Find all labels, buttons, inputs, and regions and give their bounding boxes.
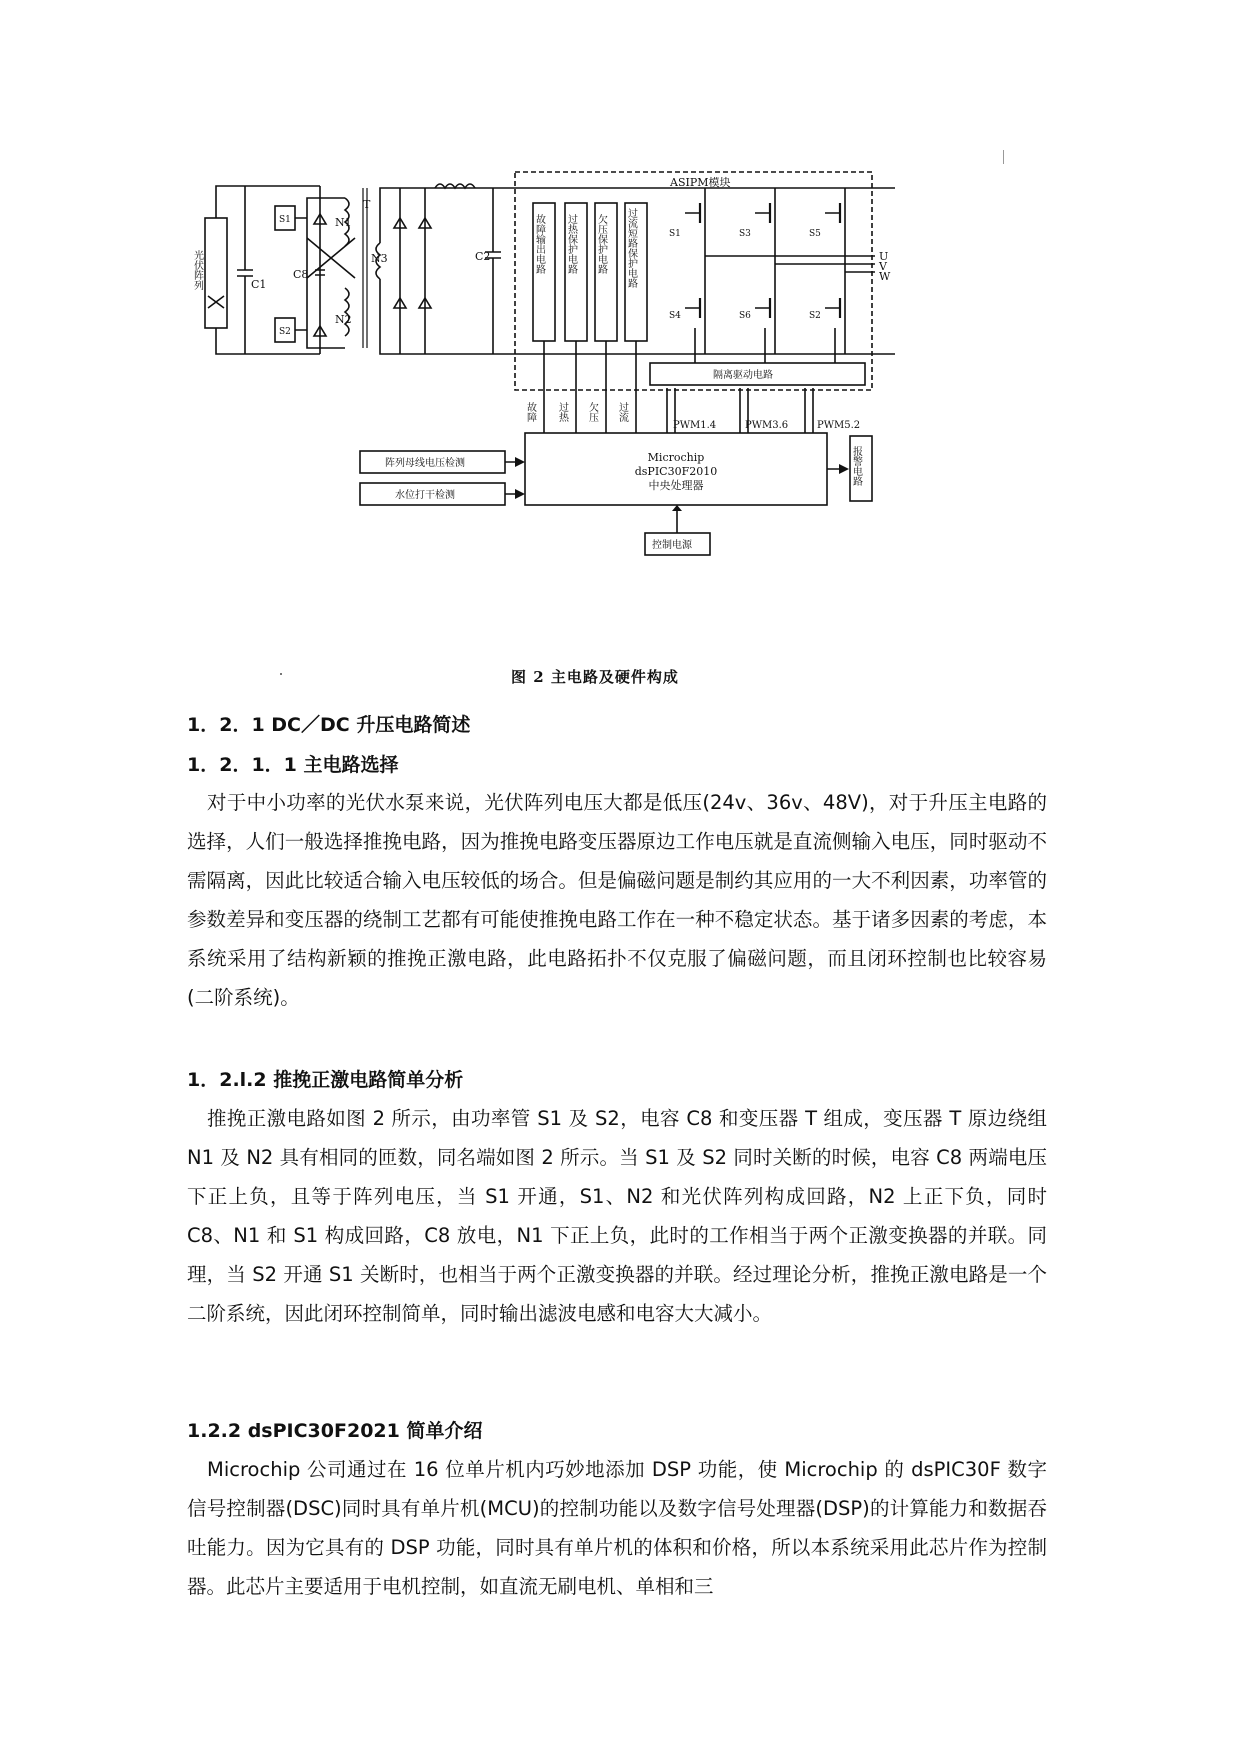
heading-1-2-1-1: 1．2．1．1 主电路选择 <box>187 754 399 776</box>
figure-caption: 图 2 主电路及硬件构成 <box>511 668 679 686</box>
label-t: T <box>363 198 371 211</box>
label-u: U <box>879 250 889 263</box>
label-inv-s2: S2 <box>809 311 821 321</box>
paragraph-main-circuit: 对于中小功率的光伏水泵来说，光伏阵列电压大都是低压(24v、36v、48V)，对于升压主电路的选择，人们一般选择推挽电路，因为推挽电路变压器原边工作电压就是直流侧输入电压，同时驱动不需隔离，因此比较适合输入电压较低的场合。但是偏磁问题是制约其应用的一大不利因素，功率管的参数差异和变压器的绕制工艺都有可能使推挽电路工作在一种不稳定状态。基于诸多因素的考虑，本系统采用了结构新颖的推挽正激电路，此电路拓扑不仅克服了偏磁问题，而且闭环控制也比较容易(二阶系统)。 <box>187 791 1047 1009</box>
label-inv-s3: S3 <box>739 229 751 239</box>
label-cpu-line3: 中央处理器 <box>648 479 704 492</box>
label-v: V <box>879 260 887 273</box>
label-inv-s4: S4 <box>669 311 681 321</box>
pv-array-box <box>205 218 227 328</box>
asipm-box <box>515 172 872 390</box>
label-asipm: ASIPM模块 <box>670 176 731 189</box>
margin-mark <box>1003 150 1004 164</box>
igbt-bars <box>700 203 840 318</box>
paragraph-push-pull-forward: 推挽正激电路如图 2 所示，由功率管 S1 及 S2，电容 C8 和变压器 T 组成，变压器 T 原边绕组 N1 及 N2 具有相同的匝数，同名端如图 2 所示。当 S1 及 S2 同时关断的时候，电容 C8 两端电压下正上负，且等于阵列电压，当 S1 开通，S1、N2 和光伏阵列构成回路，N2 上正下负，同时 C8、N1 和 S1 构成回路，C8 放电，N1 下正上负，此时的工作相当于两个正激变换器的并联。同理，当 S2 开通 S1 关断时，也相当于两个正激变换器的并联。经过理论分析，推挽正激电路是一个二阶系统，因此闭环控制简单，同时输出滤波电感和电容大大减小。 <box>187 1107 1047 1325</box>
c2-capacitor <box>485 188 501 354</box>
label-inv-s1: S1 <box>669 229 681 239</box>
label-c1: C1 <box>251 278 267 291</box>
label-sig-overheat: 过热 <box>556 402 568 422</box>
transformer-core <box>363 188 367 348</box>
label-ctrl-power: 控制电源 <box>652 540 692 551</box>
heading-1-2-2: 1.2.2 dsPIC30F2021 简单介绍 <box>187 1420 483 1442</box>
label-overheat: 过热保护电路 <box>565 214 577 274</box>
igbt-gates <box>685 213 840 308</box>
label-sig-overcurrent: 过流 <box>616 402 628 422</box>
label-w: W <box>879 270 891 283</box>
label-pwm14: PWM1.4 <box>673 420 717 431</box>
paragraph-dspic: Microchip 公司通过在 16 位单片机内巧妙地添加 DSP 功能，使 Microchip 的 dsPIC30F 数字信号控制器(DSC)同时具有单片机(MCU)的控制功能以及数字信号处理器(DSP)的计算能力和数据吞吐能力。因为它具有的 DSP 功能，同时具有单片机的体积和价格，所以本系统采用此芯片作为控制器。此芯片主要适用于电机控制，如直流无刷电机、单相和三 <box>187 1458 1047 1598</box>
label-fault-output: 故障输出电路 <box>533 214 545 274</box>
label-c2: C2 <box>475 250 491 263</box>
label-s2: S2 <box>279 327 291 337</box>
label-c8: C8 <box>293 268 309 281</box>
c1-capacitor <box>237 186 253 354</box>
label-inv-s6: S6 <box>739 311 751 321</box>
label-n1: N1 <box>335 216 352 229</box>
pv-symbol <box>208 296 224 308</box>
label-undervolt: 欠压保护电路 <box>595 214 607 274</box>
label-n3: N3 <box>371 252 388 265</box>
label-bus-detect: 阵列母线电压检测 <box>385 458 465 469</box>
circuit-diagram <box>191 176 995 703</box>
label-pwm36: PWM3.6 <box>745 420 789 431</box>
label-inv-s5: S5 <box>809 229 821 239</box>
label-pwm52: PWM5.2 <box>817 420 861 431</box>
heading-1-2-1-2: 1．2.l.2 推挽正激电路简单分析 <box>187 1069 464 1091</box>
label-water-detect: 水位打干检测 <box>395 490 455 501</box>
label-isolation-drive: 隔离驱动电路 <box>713 370 773 381</box>
heading-1-2-1: 1．2．1 DC／DC 升压电路简述 <box>187 714 471 736</box>
label-sig-fault: 故障 <box>524 402 536 422</box>
label-n2: N2 <box>335 313 352 326</box>
label-pv: 光伏阵列 <box>191 250 203 290</box>
uvw-outputs <box>705 256 875 272</box>
label-alarm: 报警电路 <box>850 446 862 486</box>
label-cpu-line2: dsPIC30F2010 <box>634 465 718 478</box>
label-overcurrent: 过流短路保护电路 <box>625 208 637 288</box>
label-cpu-line1: Microchip <box>647 451 705 464</box>
label-s1: S1 <box>279 215 291 225</box>
circuit-figure <box>191 176 995 703</box>
winding-n2 <box>345 288 349 336</box>
bridge-verticals <box>400 188 425 354</box>
label-sig-undervolt: 欠压 <box>586 402 598 422</box>
